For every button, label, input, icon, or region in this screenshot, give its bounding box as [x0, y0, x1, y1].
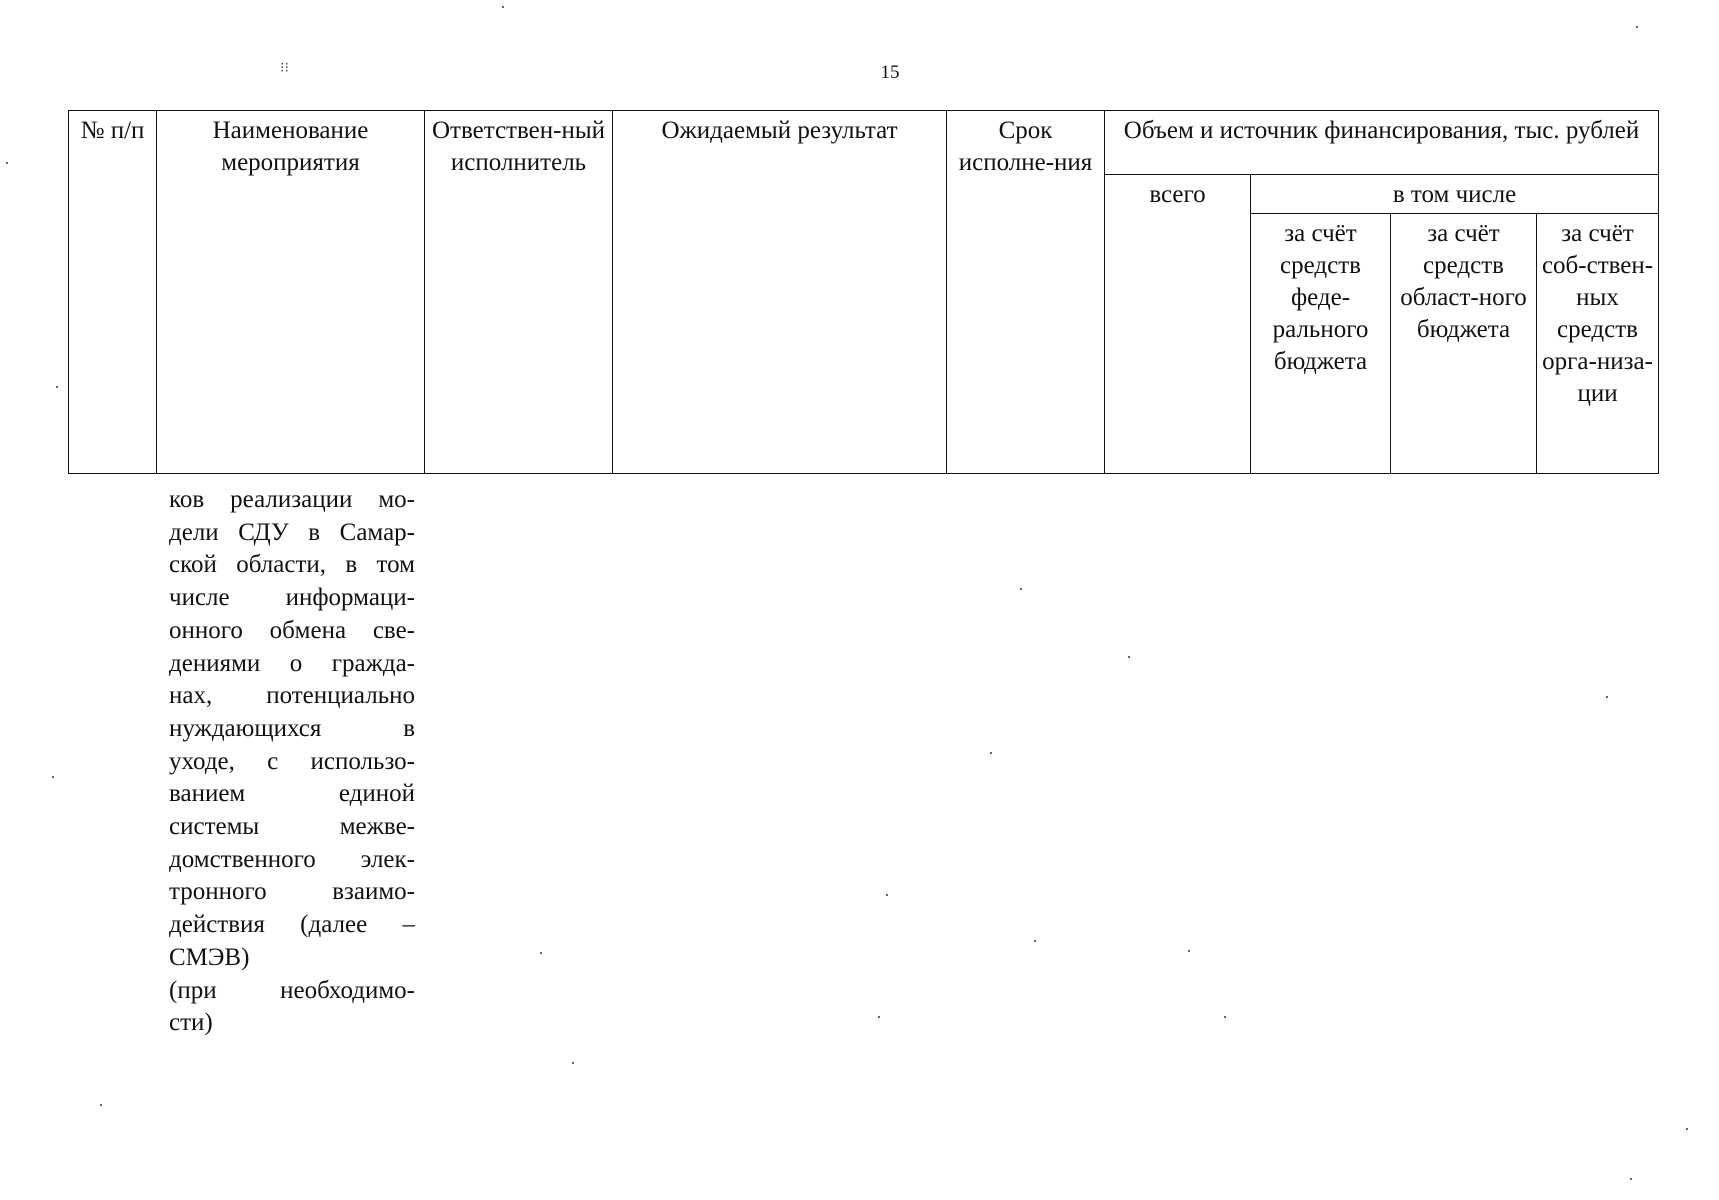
continuation-line: тронного взаимо-	[169, 878, 415, 906]
header-num: № п/п	[69, 111, 157, 474]
header-responsible: Ответствен-ный исполнитель	[425, 111, 613, 474]
scan-speck	[1188, 950, 1190, 952]
continuation-line: СМЭВ)	[169, 943, 250, 971]
scan-speck	[1606, 696, 1608, 698]
scan-speck	[502, 6, 504, 8]
continuation-line: ванием единой	[169, 780, 415, 808]
scan-speck	[56, 386, 58, 388]
scan-speck	[990, 752, 992, 754]
continuation-line: ской области, в том	[169, 551, 415, 579]
continuation-line: ков реализации мо-	[169, 486, 415, 513]
scan-speck	[1224, 1016, 1226, 1018]
scan-mark: ⁝⁝	[280, 61, 289, 76]
header-name: Наименование мероприятия	[157, 111, 425, 474]
continuation-line: системы межве-	[169, 813, 415, 841]
continuation-line: числе информаци-	[169, 584, 415, 612]
header-funding: Объем и источник финансирования, тыс. рублей	[1105, 111, 1659, 175]
header-including: в том числе	[1251, 175, 1659, 214]
scan-speck	[878, 1016, 880, 1018]
header-total: всего	[1105, 175, 1251, 474]
scan-speck	[572, 1062, 574, 1064]
scan-speck	[1128, 656, 1130, 658]
header-term: Срок исполне-ния	[947, 111, 1105, 474]
continuation-line: сти)	[169, 1009, 213, 1037]
header-regional: за счёт средств област-ного бюджета	[1391, 214, 1537, 474]
continuation-line: (при необходимо-	[169, 976, 415, 1004]
scan-speck	[1034, 940, 1036, 942]
scan-speck	[1636, 26, 1638, 28]
plan-table-header	[68, 110, 1659, 474]
header-federal: за счёт средств феде-рального бюджета	[1251, 214, 1391, 474]
scan-speck	[1020, 588, 1022, 590]
continuation-line: онного обмена све-	[169, 616, 415, 644]
continuation-text	[169, 484, 415, 1040]
continuation-line: дениями о гражда-	[169, 649, 415, 677]
continuation-line: нах, потенциально	[169, 682, 415, 710]
scan-speck	[540, 952, 542, 954]
continuation-line: уходе, с использо-	[169, 747, 415, 775]
continuation-line: действия (далее –	[169, 911, 415, 939]
header-own: за счёт соб-ствен-ных средств орга-низа-ции	[1537, 214, 1659, 474]
scan-speck	[100, 1104, 102, 1106]
scan-speck	[1686, 1128, 1688, 1130]
scan-speck	[6, 162, 8, 164]
scan-speck	[52, 776, 54, 778]
header-result: Ожидаемый результат	[613, 111, 947, 474]
scan-speck	[886, 894, 888, 896]
page-number: 15	[880, 62, 900, 83]
continuation-line: домственного элек-	[169, 845, 415, 873]
continuation-line: нуждающихся в	[169, 714, 415, 742]
continuation-line: дели СДУ в Самар-	[169, 518, 415, 546]
scan-speck	[1630, 1178, 1632, 1180]
